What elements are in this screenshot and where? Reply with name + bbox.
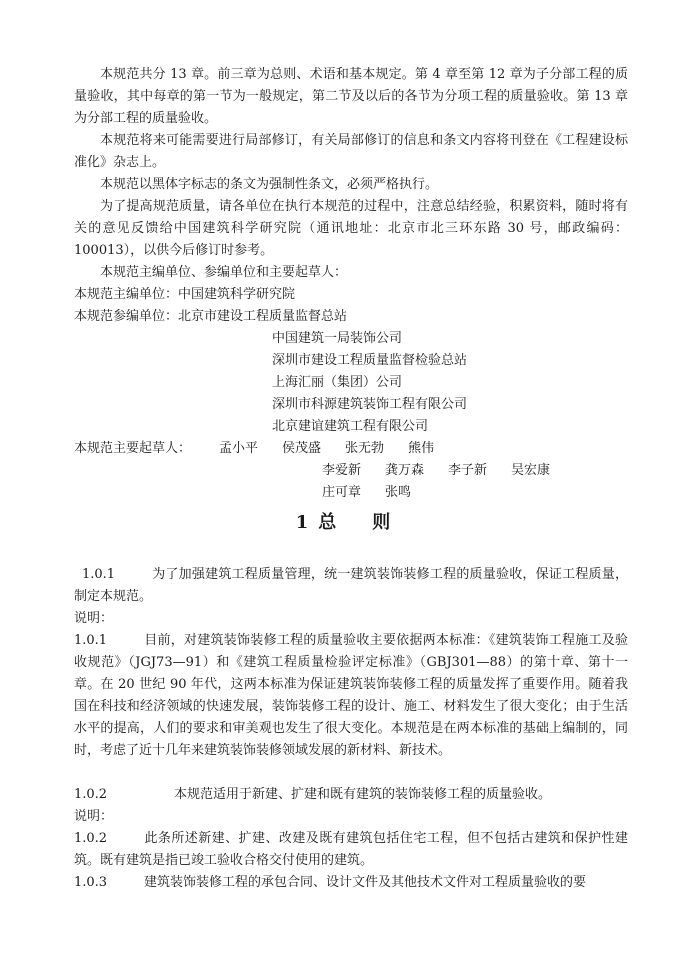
chapter-title-part-1: 总 <box>318 512 339 533</box>
drafter-name: 吴宏康 <box>511 463 551 478</box>
clause-text: 本规范适用于新建、扩建和既有建筑的装饰装修工程的质量验收。 <box>174 787 552 802</box>
drafter-name: 张无勃 <box>345 441 385 456</box>
participating-unit-item: 北京建谊建筑工程有限公司 <box>272 419 429 434</box>
participating-unit-item: 中国建筑一局装饰公司 <box>272 331 403 346</box>
intro-paragraph-3: 本规范以黑体字标志的条文为强制性条文，必须严格执行。 <box>100 177 439 192</box>
clause-text: 此条所述新建、扩建、改建及既有建筑包括住宅工程，但不包括古建筑和保护性建筑。既有建筑是指已竣工验收合格交付使用的建筑。 <box>74 831 628 868</box>
explanation-label: 说明： <box>74 809 114 824</box>
intro-paragraph-1: 本规范共分 13 章。前三章为总则、术语和基本规定。第 4 章至第 12 章为子分部工程的质量验收，其中每章的第一节为一般规定，第二节及以后的各节为分项工程的质量验收。第 13 章为分部工程的质量验收。 <box>74 67 628 126</box>
clause-number: 1.0.2 <box>74 787 108 802</box>
drafter-name: 孟小平 <box>219 441 259 456</box>
clause-number: 1.0.1 <box>82 567 116 582</box>
chapter-number: 1 <box>295 512 311 533</box>
explanation-1-0-2 <box>74 828 628 872</box>
explanation-1-0-1 <box>74 630 628 762</box>
clause-1-0-3 <box>74 872 628 894</box>
drafter-name: 李子新 <box>448 463 488 478</box>
drafter-name: 龚万森 <box>385 463 425 478</box>
participating-unit-first: 北京市建设工程质量监督总站 <box>178 309 348 324</box>
drafters-line-2 <box>322 460 574 482</box>
drafters-label: 本规范主要起草人： <box>74 441 192 456</box>
clause-number: 1.0.2 <box>74 831 108 846</box>
clause-number: 1.0.3 <box>74 875 108 890</box>
participating-unit-line <box>74 306 347 328</box>
drafter-name: 张鸣 <box>385 485 412 500</box>
clause-text: 建筑装饰装修工程的承包合同、设计文件及其他技术文件对工程质量验收的要 <box>144 875 587 890</box>
drafters-line-3 <box>322 482 435 504</box>
drafters-line <box>74 438 458 460</box>
chief-unit-line <box>74 284 295 306</box>
clause-1-0-2 <box>74 784 628 806</box>
intro-paragraph-4: 为了提高规范质量，请各单位在执行本规范的过程中，注意总结经验，积累资料，随时将有关的意见反馈给中国建筑科学研究院（通讯地址：北京市北三环东路 30 号，邮政编码：100013），以供今后修订时参考。 <box>74 199 628 258</box>
clause-1-0-1 <box>74 564 628 608</box>
participating-unit-item: 深圳市科源建筑装饰工程有限公司 <box>272 397 468 412</box>
chapter-title-part-2: 则 <box>372 512 393 533</box>
participating-unit-label: 本规范参编单位： <box>74 309 179 324</box>
chief-unit-label: 本规范主编单位： <box>74 287 179 302</box>
drafter-name: 侯茂盛 <box>282 441 322 456</box>
participating-unit-item: 深圳市建设工程质量监督检验总站 <box>272 353 468 368</box>
explanation-label: 说明： <box>74 611 114 626</box>
drafter-name: 李爱新 <box>322 463 362 478</box>
chief-unit-value: 中国建筑科学研究院 <box>178 287 296 302</box>
drafter-name: 熊伟 <box>408 441 435 456</box>
intro-paragraph-2: 本规范将来可能需要进行局部修订，有关局部修订的信息和条文内容将刊登在《工程建设标准化》杂志上。 <box>74 133 628 170</box>
intro-paragraph-5: 本规范主编单位、参编单位和主要起草人： <box>100 265 348 280</box>
clause-number: 1.0.1 <box>74 633 108 648</box>
participating-unit-item: 上海汇丽（集团）公司 <box>272 375 403 390</box>
clause-text: 目前，对建筑装饰装修工程的质量验收主要依据两本标准：《建筑装饰工程施工及验收规范》（JGJ73—91）和《建筑工程质量检验评定标准》（GBJ301—88）的第十章、第十一章。在 20 世纪 90 年代，这两本标准为保证建筑装饰装修工程的质量发挥了重要作用。随着我国在科技和经济领域的快速发展，装饰装修工程的设计、施工、材料发生了很大变化；由于生活水平的提高，人们的要求和审美观也发生了很大变化。本规范是在两本标准的基础上编制的，同时，考虑了近十几年来建筑装饰装修领域发展的新材料、新技术。 <box>74 633 628 758</box>
drafter-name: 庄可章 <box>322 485 362 500</box>
chapter-title <box>0 512 688 534</box>
clause-text: 为了加强建筑工程质量管理，统一建筑装饰装修工程的质量验收，保证工程质量，制定本规范。 <box>74 567 628 604</box>
